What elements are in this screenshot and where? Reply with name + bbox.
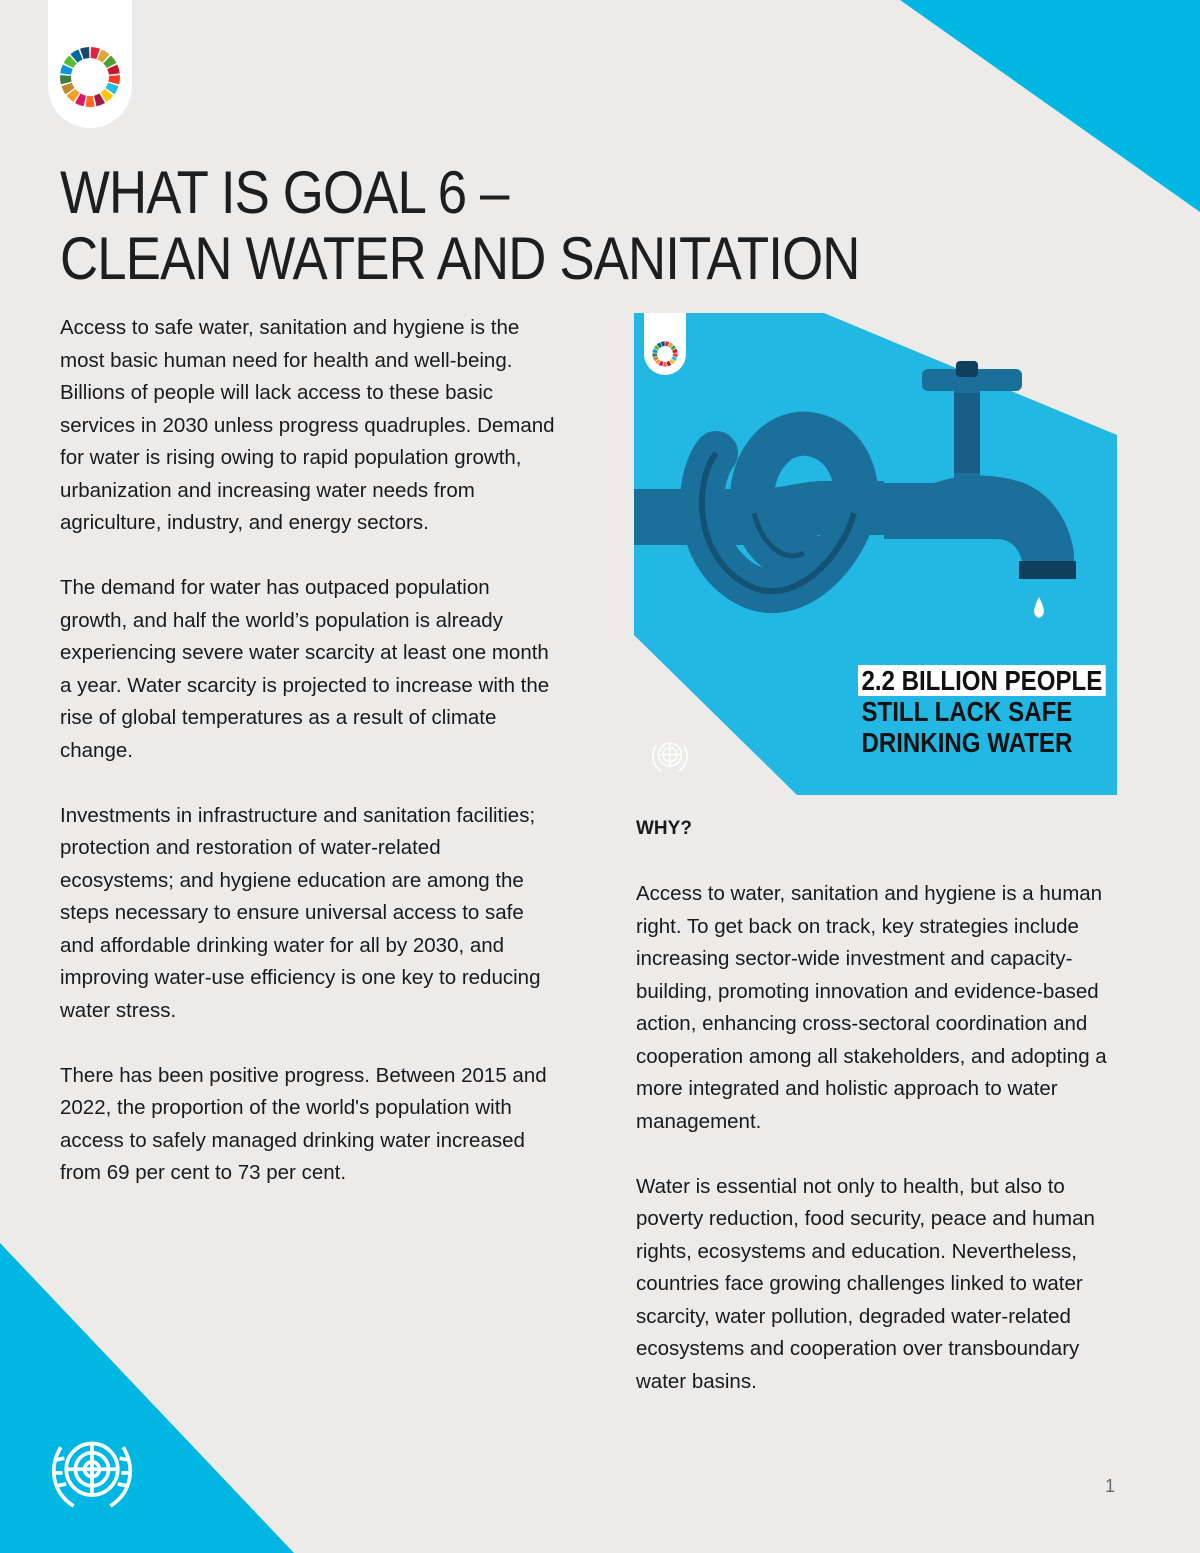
- right-paragraph-2: Water is essential not only to health, but also to poverty reduction, food security, peace and human rights, ecosystems and education. Nevertheless, countries face growing challenges linked to water scarcity, water pollution, degraded water-related ecosystems and cooperation over transboundary water basins.: [636, 1174, 1095, 1393]
- poster-line-1: 2.2 BILLION PEOPLE: [858, 665, 1106, 696]
- left-paragraph-3: Investments in infrastructure and sanitation facilities; protection and restoration of water-related ecosystems; and hygiene education are among the steps necessary to ensure universal access to safe and affordable drinking water for all by 2030, and improving water-use efficiency is one key to reducing water stress.: [60, 803, 541, 1022]
- poster-line-2: STILL LACK SAFE: [861, 696, 1073, 727]
- poster-line-3: DRINKING WATER: [861, 727, 1073, 758]
- un-emblem-icon: [648, 737, 692, 775]
- sdg-wheel-segment: [673, 353, 678, 357]
- sdg-logo-tab: [48, 0, 132, 128]
- title-line-1: WHAT IS GOAL 6 –: [60, 159, 509, 226]
- bottom-left-corner-triangle: [0, 1243, 294, 1553]
- sdg-wheel-icon: [652, 341, 678, 367]
- sdg-wheel-segment: [652, 353, 657, 357]
- poster-headline: [858, 665, 1106, 758]
- left-column: [60, 312, 560, 1222]
- poster-sdg-tab: [644, 313, 686, 375]
- right-paragraph-1: Access to water, sanitation and hygiene is a human right. To get back on track, key strategies include increasing sector-wide investment and capacity-building, promoting innovation and evidence-based action, enhancing cross-sectoral coordination and cooperation among all stakeholders, and adopting a more integrated and holistic approach to water management.: [636, 882, 1107, 1133]
- page-title: [60, 159, 860, 292]
- page-number: 1: [1104, 1476, 1115, 1496]
- right-column: [636, 813, 1126, 1431]
- left-paragraph-1: Access to safe water, sanitation and hygiene is the most basic human need for health and well-being. Billions of people will lack access to these basic services in 2030 unless progress quadruples. Demand for water is rising owing to rapid population growth, urbanization and increasing water needs from agriculture, industry, and energy sectors.: [60, 316, 555, 534]
- sdg-wheel-icon: [59, 46, 121, 108]
- poster-image: [634, 313, 1117, 795]
- sdg-wheel-segment: [60, 75, 72, 84]
- top-right-corner-triangle: [700, 0, 1200, 212]
- why-heading: WHY?: [636, 818, 692, 839]
- un-emblem-icon: [46, 1432, 138, 1512]
- left-paragraph-2: The demand for water has outpaced population growth, and half the world’s population is already experiencing severe water scarcity at least one month a year. Water scarcity is projected to increase with the rise of global temperatures as a result of climate change.: [60, 576, 550, 762]
- title-line-2: CLEAN WATER AND SANITATION: [60, 225, 860, 292]
- sdg-wheel-segment: [663, 362, 667, 367]
- sdg-wheel-segment: [85, 96, 94, 107]
- sdg-wheel-segment: [108, 75, 120, 84]
- left-paragraph-4: There has been positive progress. Between 2015 and 2022, the proportion of the world's population with access to safely managed drinking water increased from 69 per cent to 73 per cent.: [60, 1063, 547, 1184]
